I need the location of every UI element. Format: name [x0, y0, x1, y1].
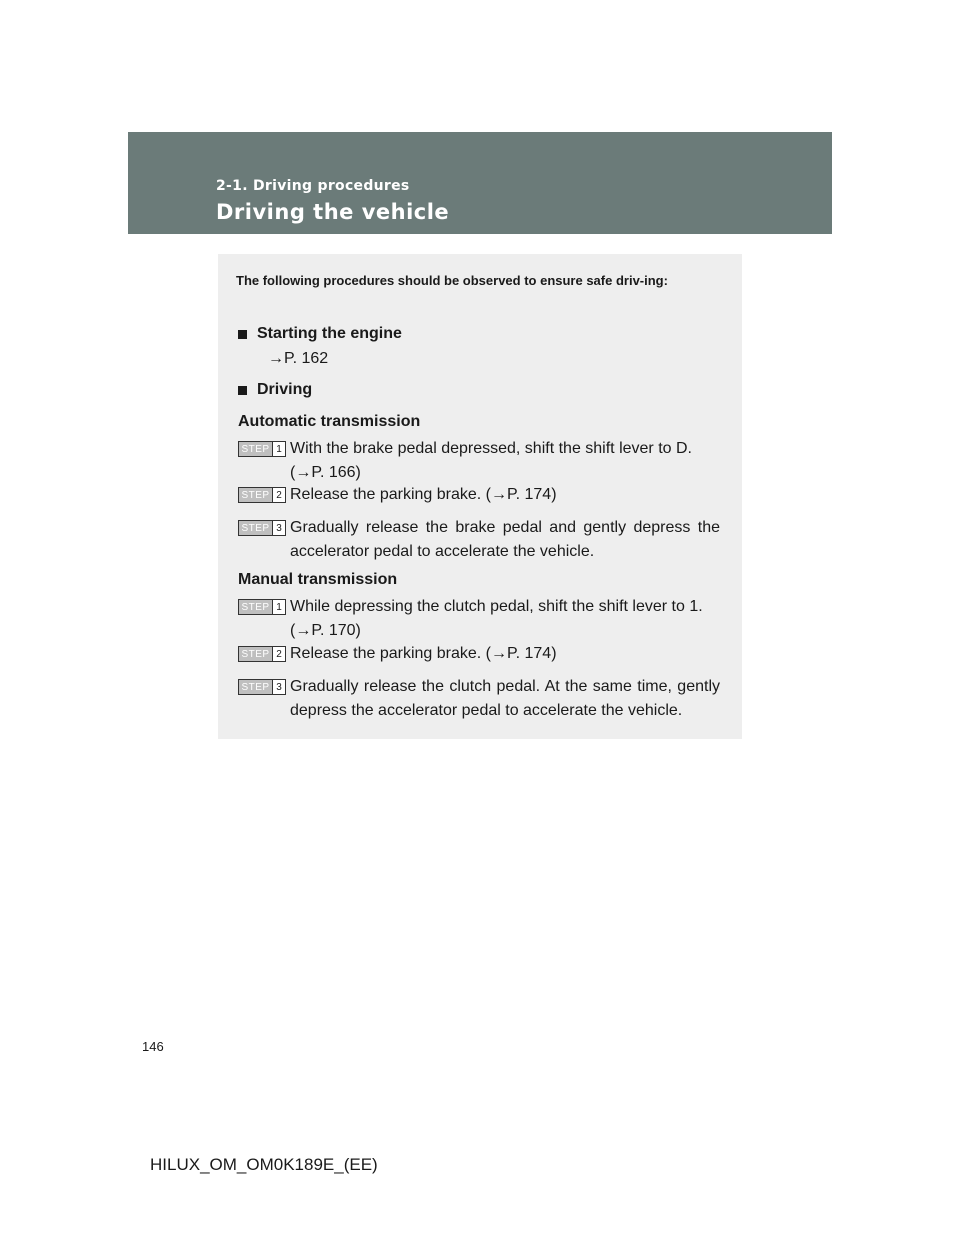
step-text: Release the parking brake. (→P. 174): [290, 645, 557, 662]
auto-step-2: [238, 483, 720, 507]
bullet-square-icon: [238, 330, 247, 339]
step-badge: STEP 1: [238, 441, 286, 457]
step-badge: STEP 2: [238, 487, 286, 503]
manual-step-3: [238, 675, 720, 723]
automatic-transmission-label: Automatic transmission: [238, 413, 421, 430]
page-number: 146: [142, 1039, 164, 1054]
step-text: Release the parking brake. (→P. 174): [290, 486, 557, 503]
step-badge: STEP 1: [238, 599, 286, 615]
page-title: Driving the vehicle: [216, 200, 450, 224]
page-ref-link[interactable]: (→P. 170): [290, 622, 361, 639]
starting-engine-heading: [238, 325, 402, 343]
step-badge: STEP 3: [238, 520, 286, 536]
document-code: HILUX_OM_OM0K189E_(EE): [150, 1155, 378, 1174]
driving-heading: [238, 381, 312, 399]
step-text: Gradually release the clutch pedal. At the same time, gently depress the accelerator pedal to accelerate the vehicle.: [290, 678, 720, 719]
starting-engine-label: Starting the engine: [257, 325, 402, 342]
step-text: Gradually release the brake pedal and gently depress the accelerator pedal to accelerate the vehicle.: [290, 519, 720, 560]
auto-step-3: [238, 516, 720, 564]
step-badge: STEP 2: [238, 646, 286, 662]
page-ref-link[interactable]: (→P. 166): [290, 464, 361, 481]
header-band: [128, 132, 832, 234]
auto-step-1: [238, 437, 720, 485]
starting-engine-ref[interactable]: →P. 162: [268, 350, 329, 367]
manual-step-1: [238, 595, 720, 643]
step-text: While depressing the clutch pedal, shift the shift lever to 1. (→P. 170): [290, 595, 720, 643]
step-text: With the brake pedal depressed, shift the shift lever to D. (→P. 166): [290, 437, 720, 485]
procedure-box: [218, 254, 742, 739]
section-label: 2-1. Driving procedures: [216, 178, 410, 194]
manual-transmission-label: Manual transmission: [238, 571, 398, 588]
manual-step-2: [238, 642, 720, 666]
intro-text: The following procedures should be observed to ensure safe driv-ing:: [236, 273, 668, 288]
driving-label: Driving: [257, 381, 313, 398]
bullet-square-icon: [238, 386, 247, 395]
step-badge: STEP 3: [238, 679, 286, 695]
